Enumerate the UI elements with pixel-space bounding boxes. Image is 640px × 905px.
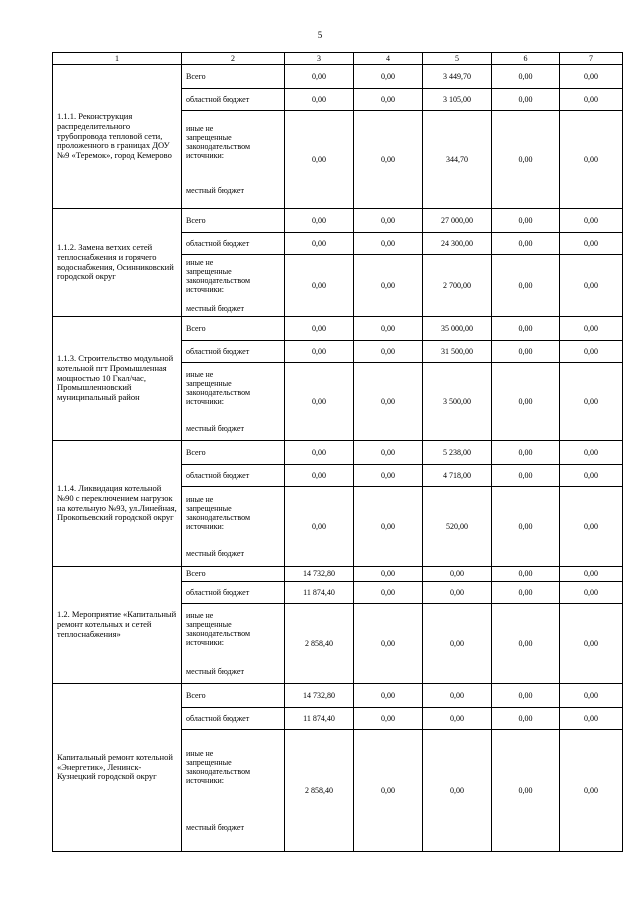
amount-cell: 0,00 [560, 209, 623, 233]
amount-cell: 0,00 [492, 255, 560, 317]
amount-cell: 35 000,00 [423, 317, 492, 341]
source-label-total: Всего [182, 65, 285, 89]
local-budget-label: местный бюджет [186, 549, 244, 559]
amount-cell: 0,00 [492, 487, 560, 567]
amount-cell: 344,70 [423, 111, 492, 209]
amount-cell: 0,00 [560, 441, 623, 465]
amount-cell: 0,00 [354, 441, 423, 465]
amount-cell: 0,00 [285, 441, 354, 465]
amount-cell: 0,00 [492, 684, 560, 708]
other-sources-line: источники: [186, 285, 224, 295]
amount-cell: 0,00 [560, 465, 623, 487]
amount-cell: 11 874,40 [285, 708, 354, 730]
amount-cell: 0,00 [492, 233, 560, 255]
amount-cell: 0,00 [285, 363, 354, 441]
amount-cell: 0,00 [423, 708, 492, 730]
other-sources-line: источники: [186, 397, 224, 407]
amount-cell: 0,00 [560, 65, 623, 89]
amount-cell: 2 858,40 [285, 604, 354, 684]
amount-cell: 31 500,00 [423, 341, 492, 363]
amount-cell: 0,00 [560, 604, 623, 684]
amount-cell: 0,00 [492, 708, 560, 730]
amount-cell: 0,00 [423, 567, 492, 582]
column-header: 3 [285, 53, 354, 65]
amount-cell: 0,00 [492, 341, 560, 363]
source-label-regional: областной бюджет [182, 341, 285, 363]
amount-cell: 0,00 [354, 209, 423, 233]
source-label-total: Всего [182, 684, 285, 708]
other-sources-line: запрещенные [186, 757, 232, 767]
other-sources-line: законодательством [186, 387, 251, 397]
header-row [53, 53, 623, 65]
other-sources-line: источники: [186, 522, 224, 532]
amount-cell: 0,00 [560, 582, 623, 604]
table-row [53, 567, 623, 582]
amount-cell: 0,00 [492, 363, 560, 441]
amount-cell: 0,00 [492, 730, 560, 852]
source-label-total: Всего [182, 567, 285, 582]
amount-cell: 11 874,40 [285, 582, 354, 604]
amount-cell: 4 718,00 [423, 465, 492, 487]
source-label-total: Всего [182, 317, 285, 341]
table-row [53, 209, 623, 233]
other-sources-line: запрещенные [186, 266, 232, 276]
local-budget-label: местный бюджет [186, 424, 244, 434]
other-sources-line: запрещенные [186, 132, 232, 142]
column-header: 6 [492, 53, 560, 65]
local-budget-label: местный бюджет [186, 186, 244, 196]
amount-cell: 520,00 [423, 487, 492, 567]
amount-cell: 0,00 [285, 487, 354, 567]
amount-cell: 0,00 [285, 65, 354, 89]
table-row [53, 684, 623, 708]
other-sources-line: иные не [186, 748, 214, 758]
amount-cell: 0,00 [285, 341, 354, 363]
amount-cell: 0,00 [354, 567, 423, 582]
table-row [53, 65, 623, 89]
amount-cell: 0,00 [492, 582, 560, 604]
amount-cell: 0,00 [560, 487, 623, 567]
amount-cell: 0,00 [354, 233, 423, 255]
amount-cell: 0,00 [354, 684, 423, 708]
other-sources-line: источники: [186, 638, 224, 648]
amount-cell: 0,00 [285, 233, 354, 255]
amount-cell: 0,00 [492, 65, 560, 89]
measure-title: 1.1.1. Реконструкция распределительного трубопровода тепловой сети, проложенного в границах ДОУ №9 «Теремок», город Кемерово [53, 65, 182, 209]
amount-cell: 27 000,00 [423, 209, 492, 233]
other-sources-line: законодательством [186, 512, 251, 522]
amount-cell: 0,00 [560, 363, 623, 441]
source-label-regional: областной бюджет [182, 465, 285, 487]
amount-cell: 0,00 [354, 363, 423, 441]
amount-cell: 0,00 [560, 111, 623, 209]
amount-cell: 0,00 [492, 89, 560, 111]
other-sources-line: источники: [186, 776, 224, 786]
source-label-total: Всего [182, 441, 285, 465]
amount-cell: 0,00 [285, 111, 354, 209]
amount-cell: 0,00 [560, 341, 623, 363]
amount-cell: 0,00 [560, 89, 623, 111]
source-label-other-local [182, 604, 285, 684]
amount-cell: 3 449,70 [423, 65, 492, 89]
amount-cell: 0,00 [354, 708, 423, 730]
amount-cell: 0,00 [560, 708, 623, 730]
table-row [53, 317, 623, 341]
other-sources-line: законодательством [186, 628, 251, 638]
other-sources-line: иные не [186, 610, 214, 620]
source-label-other-local [182, 730, 285, 852]
column-header: 2 [182, 53, 285, 65]
other-sources-line: иные не [186, 123, 214, 133]
measure-title: 1.1.2. Замена ветхих сетей теплоснабжения и горячего водоснабжения, Осинниковский городской округ [53, 209, 182, 317]
amount-cell: 2 700,00 [423, 255, 492, 317]
amount-cell: 0,00 [423, 582, 492, 604]
other-sources-line: законодательством [186, 275, 251, 285]
other-sources-line: законодательством [186, 141, 251, 151]
amount-cell: 24 300,00 [423, 233, 492, 255]
amount-cell: 0,00 [354, 111, 423, 209]
measure-title: 1.1.3. Строительство модульной котельной пгт Промышленная мощностью 10 Гкал/час, Промышленновский муниципальный район [53, 317, 182, 441]
amount-cell: 0,00 [560, 255, 623, 317]
amount-cell: 0,00 [354, 341, 423, 363]
amount-cell: 0,00 [492, 604, 560, 684]
other-sources-line: иные не [186, 494, 214, 504]
amount-cell: 0,00 [285, 255, 354, 317]
other-sources-line: иные не [186, 257, 214, 267]
amount-cell: 3 500,00 [423, 363, 492, 441]
other-sources-line: запрещенные [186, 619, 232, 629]
source-label-other-local [182, 255, 285, 317]
amount-cell: 0,00 [560, 233, 623, 255]
source-label-regional: областной бюджет [182, 89, 285, 111]
amount-cell: 14 732,80 [285, 684, 354, 708]
measure-title: Капитальный ремонт котельной «Энергетик», Ленинск-Кузнецкий городской округ [53, 684, 182, 852]
amount-cell: 0,00 [285, 317, 354, 341]
amount-cell: 0,00 [354, 730, 423, 852]
amount-cell: 0,00 [423, 604, 492, 684]
amount-cell: 0,00 [354, 604, 423, 684]
local-budget-label: местный бюджет [186, 667, 244, 677]
amount-cell: 0,00 [560, 684, 623, 708]
amount-cell: 0,00 [560, 317, 623, 341]
amount-cell: 14 732,80 [285, 567, 354, 582]
column-header: 1 [53, 53, 182, 65]
amount-cell: 0,00 [492, 209, 560, 233]
source-label-other-local [182, 111, 285, 209]
amount-cell: 0,00 [492, 567, 560, 582]
amount-cell: 0,00 [285, 465, 354, 487]
amount-cell: 3 105,00 [423, 89, 492, 111]
amount-cell: 0,00 [423, 730, 492, 852]
amount-cell: 0,00 [354, 582, 423, 604]
measure-title: 1.1.4. Ликвидация котельной №90 с переключением нагрузок на котельную №93, ул.Линейная, Прокопьевский городской округ [53, 441, 182, 567]
source-label-regional: областной бюджет [182, 582, 285, 604]
table-row [53, 441, 623, 465]
source-label-other-local [182, 487, 285, 567]
source-label-other-local [182, 363, 285, 441]
amount-cell: 0,00 [492, 441, 560, 465]
local-budget-label: местный бюджет [186, 823, 244, 833]
page-number: 5 [317, 30, 323, 40]
source-label-total: Всего [182, 209, 285, 233]
source-label-regional: областной бюджет [182, 708, 285, 730]
amount-cell: 2 858,40 [285, 730, 354, 852]
measure-title: 1.2. Мероприятие «Капитальный ремонт котельных и сетей теплоснабжения» [53, 567, 182, 684]
other-sources-line: запрещенные [186, 503, 232, 513]
amount-cell: 0,00 [492, 111, 560, 209]
amount-cell: 0,00 [354, 65, 423, 89]
amount-cell: 0,00 [492, 465, 560, 487]
column-header: 4 [354, 53, 423, 65]
column-header: 5 [423, 53, 492, 65]
amount-cell: 0,00 [560, 730, 623, 852]
amount-cell: 0,00 [285, 89, 354, 111]
amount-cell: 0,00 [354, 317, 423, 341]
amount-cell: 0,00 [285, 209, 354, 233]
column-header: 7 [560, 53, 623, 65]
amount-cell: 0,00 [354, 465, 423, 487]
other-sources-line: законодательством [186, 766, 251, 776]
amount-cell: 0,00 [354, 89, 423, 111]
other-sources-line: запрещенные [186, 378, 232, 388]
amount-cell: 0,00 [423, 684, 492, 708]
local-budget-label: местный бюджет [186, 304, 244, 314]
amount-cell: 5 238,00 [423, 441, 492, 465]
amount-cell: 0,00 [354, 487, 423, 567]
amount-cell: 0,00 [560, 567, 623, 582]
source-label-regional: областной бюджет [182, 233, 285, 255]
amount-cell: 0,00 [354, 255, 423, 317]
amount-cell: 0,00 [492, 317, 560, 341]
other-sources-line: источники: [186, 151, 224, 161]
budget-table [52, 52, 623, 852]
other-sources-line: иные не [186, 369, 214, 379]
